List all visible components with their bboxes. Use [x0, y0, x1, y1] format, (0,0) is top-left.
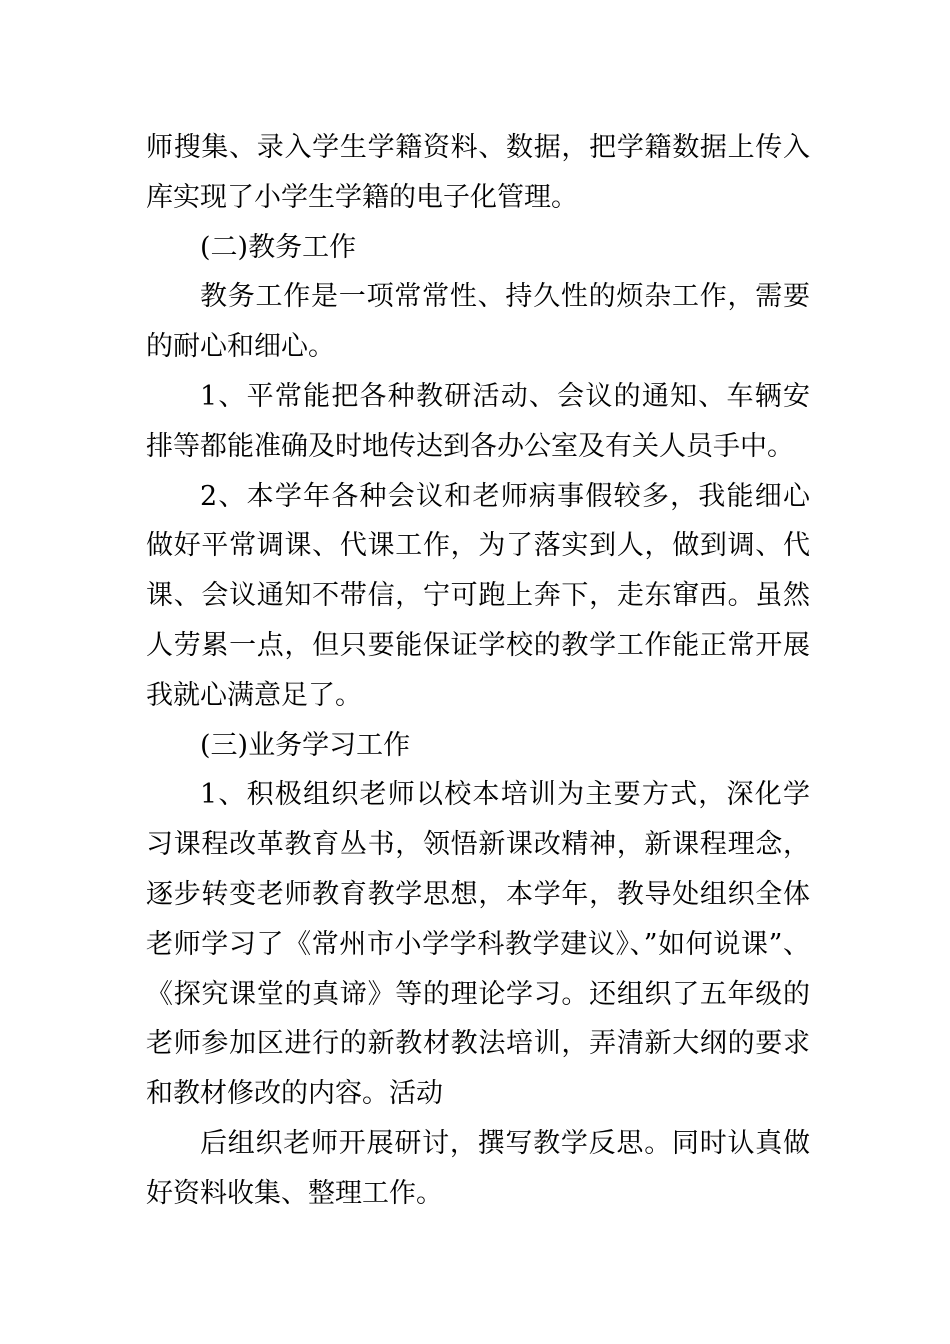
paragraph: 教务工作是一项常常性、持久性的烦杂工作，需要的耐心和细心。: [146, 281, 810, 363]
paragraph: 2、本学年各种会议和老师病事假较多，我能细心做好平常调课、代课工作，为了落实到人，做到调、代课、会议通知不带信，宁可跑上奔下，走东窜西。虽然人劳累一点，但只要能保证学校的教学工作能正常开展我就心满意足了。: [146, 480, 810, 711]
paragraph: 1、平常能把各种教研活动、会议的通知、车辆安排等都能准确及时地传达到各办公室及有关人员手中。: [146, 380, 810, 462]
document-body: [146, 123, 810, 1219]
section-heading-academic-affairs: (二)教务工作: [200, 231, 357, 263]
section-heading-professional-study: (三)业务学习工作: [200, 729, 411, 761]
paragraph: 后组织老师开展研讨，撰写教学反思。同时认真做好资料收集、整理工作。: [146, 1127, 810, 1209]
paragraph-continuation: 师搜集、录入学生学籍资料、数据，把学籍数据上传入库实现了小学生学籍的电子化管理。: [146, 132, 810, 213]
paragraph: 1、积极组织老师以校本培训为主要方式，深化学习课程改革教育丛书，领悟新课改精神，新课程理念，逐步转变老师教育教学思想，本学年，教导处组织全体老师学习了《常州市小学学科教学建议》、”如何说课”、《探究课堂的真谛》等的理论学习。还组织了五年级的老师参加区进行的新教材教法培训，弄清新大纲的要求和教材修改的内容。活动: [146, 779, 810, 1110]
